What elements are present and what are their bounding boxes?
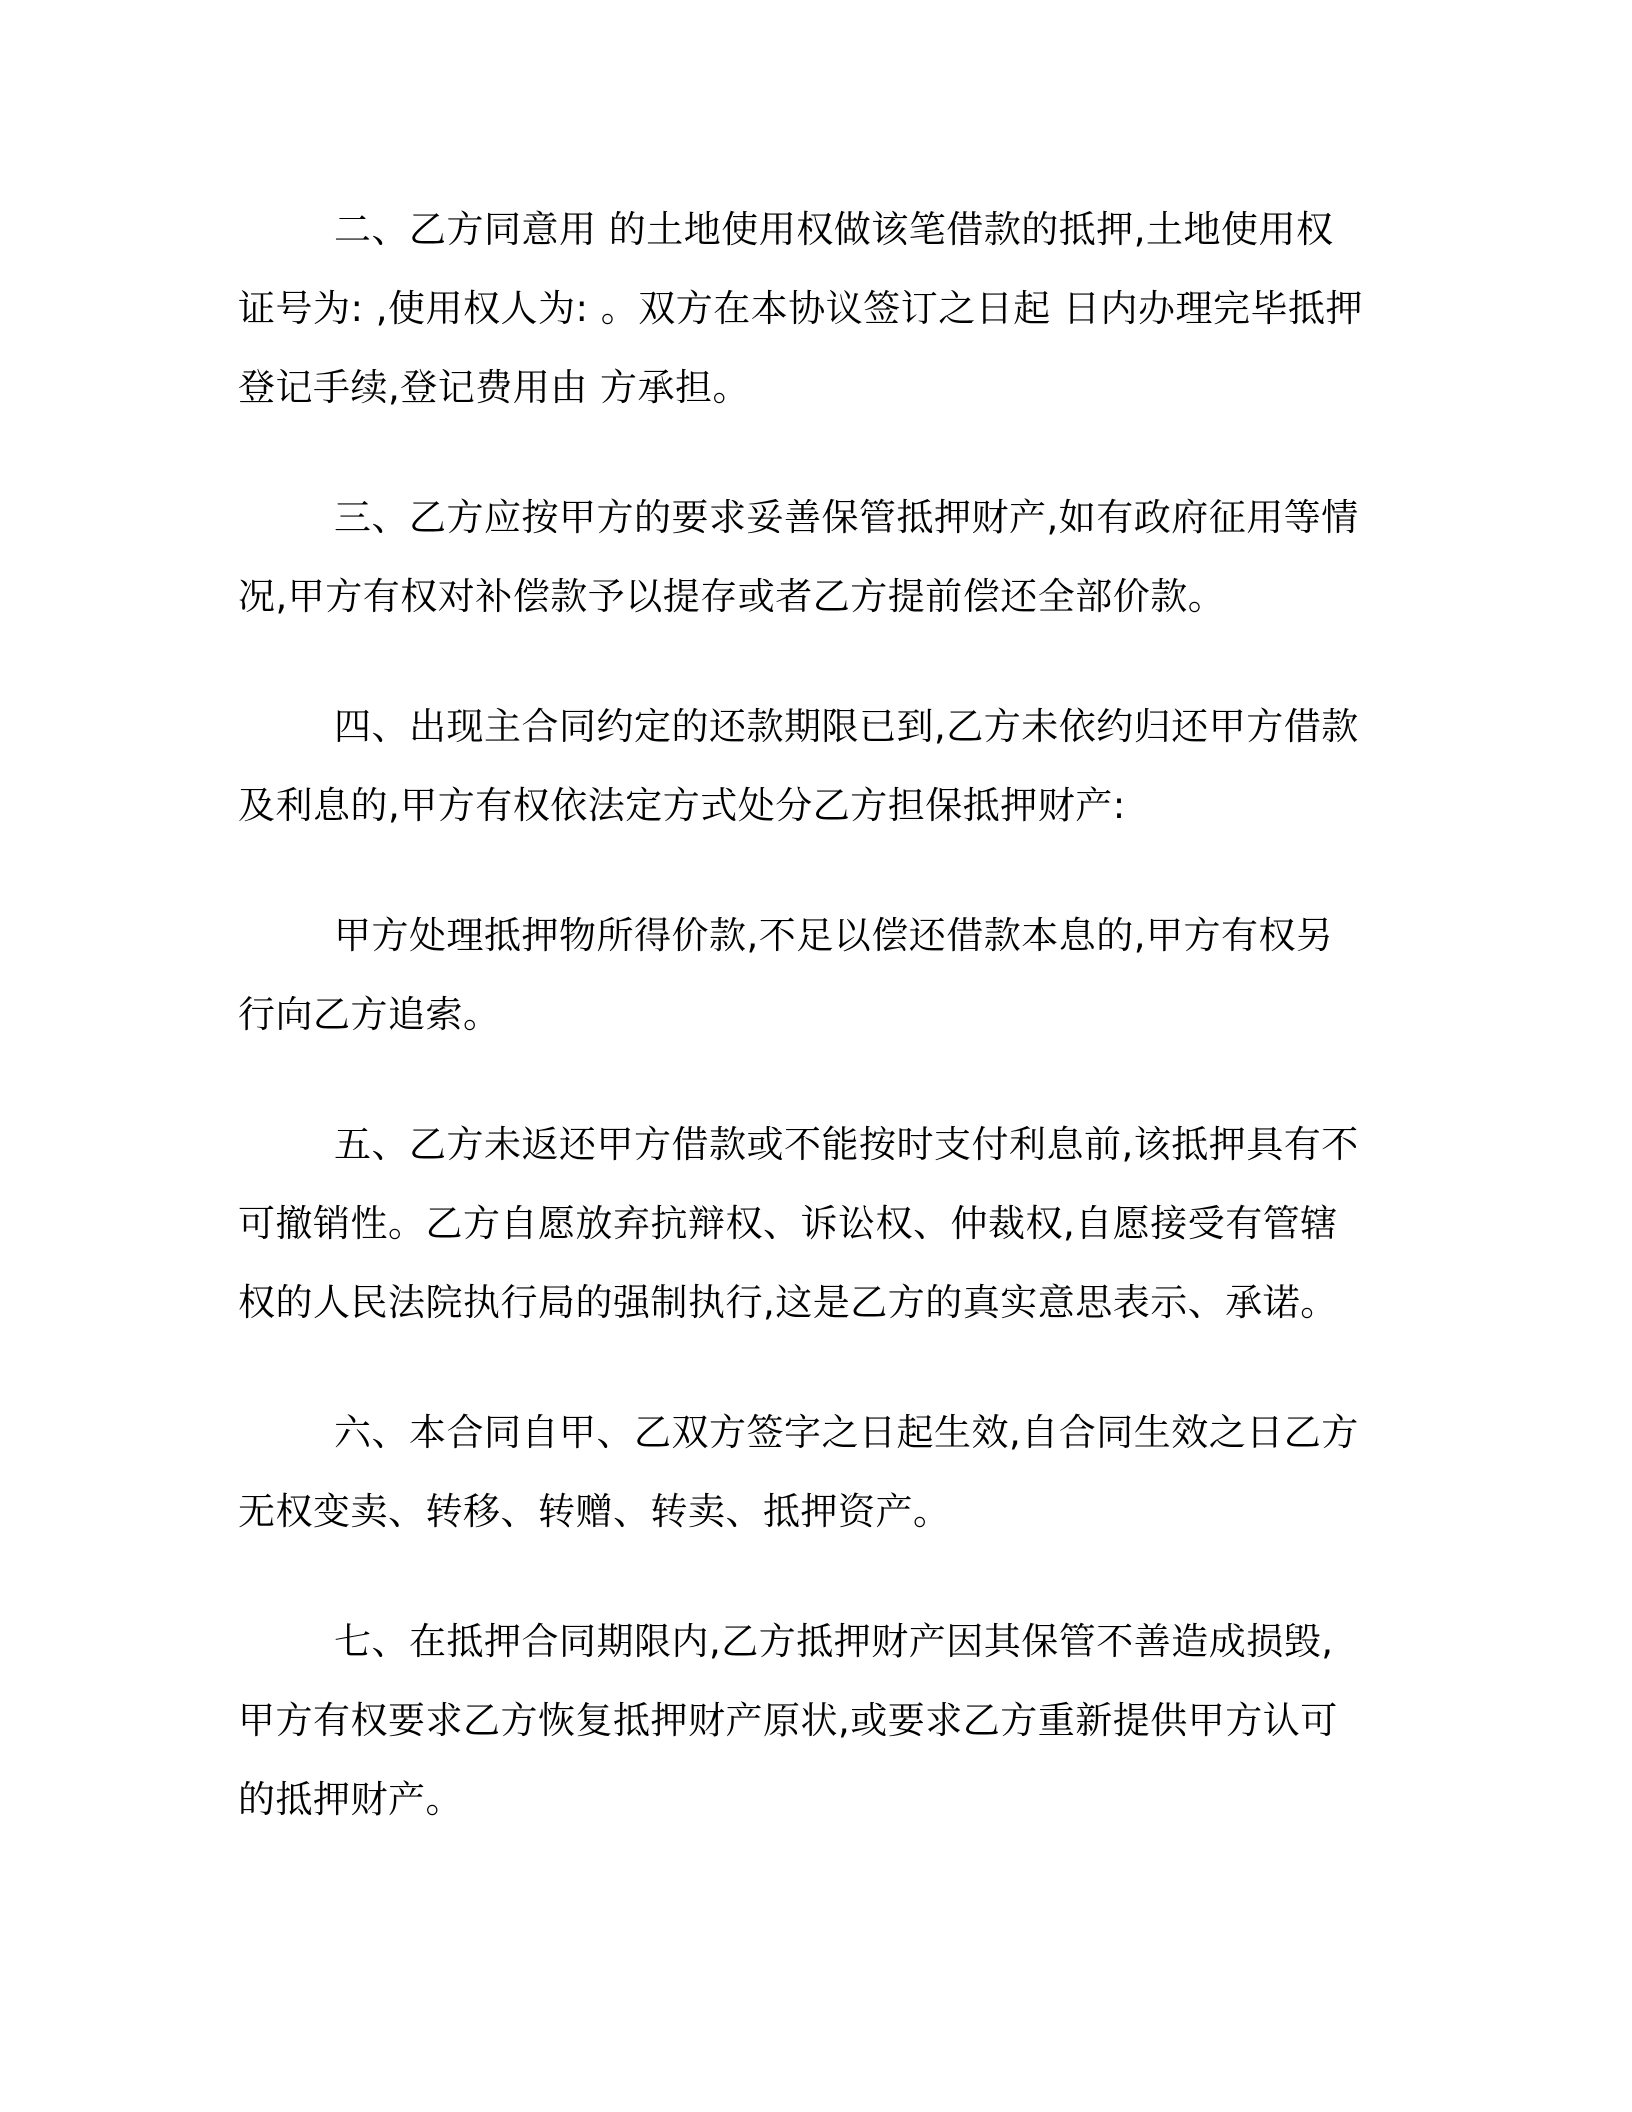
clause-7-paragraph: 七、在抵押合同期限内,乙方抵押财产因其保管不善造成损毁,甲方有权要求乙方恢复抵押财产原状,或要求乙方重新提供甲方认可的抵押财产。 <box>238 1620 1338 1821</box>
clause-3-paragraph: 三、乙方应按甲方的要求妥善保管抵押财产,如有政府征用等情况,甲方有权对补偿款予以提存或者乙方提前偿还全部价款。 <box>238 496 1359 618</box>
clause-4-paragraph: 四、出现主合同约定的还款期限已到,乙方未依约归还甲方借款及利息的,甲方有权依法定方式处分乙方担保抵押财产: <box>238 705 1359 827</box>
clause-2-paragraph: 二、乙方同意用 的土地使用权做该笔借款的抵押,土地使用权证号为: ,使用权人为: 。双方在本协议签订之日起 日内办理完毕抵押登记手续,登记费用由 方承担。 <box>238 208 1363 409</box>
clause-4-sub-paragraph: 甲方处理抵押物所得价款,不足以偿还借款本息的,甲方有权另行向乙方追索。 <box>238 914 1334 1036</box>
clause-5-paragraph: 五、乙方未返还甲方借款或不能按时支付利息前,该抵押具有不可撤销性。乙方自愿放弃抗辩权、诉讼权、仲裁权,自愿接受有管辖权的人民法院执行局的强制执行,这是乙方的真实意思表示、承诺。 <box>238 1123 1359 1324</box>
clause-6-paragraph: 六、本合同自甲、乙双方签字之日起生效,自合同生效之日乙方无权变卖、转移、转赠、转卖、抵押资产。 <box>238 1411 1359 1533</box>
document-body <box>238 190 1368 1890</box>
